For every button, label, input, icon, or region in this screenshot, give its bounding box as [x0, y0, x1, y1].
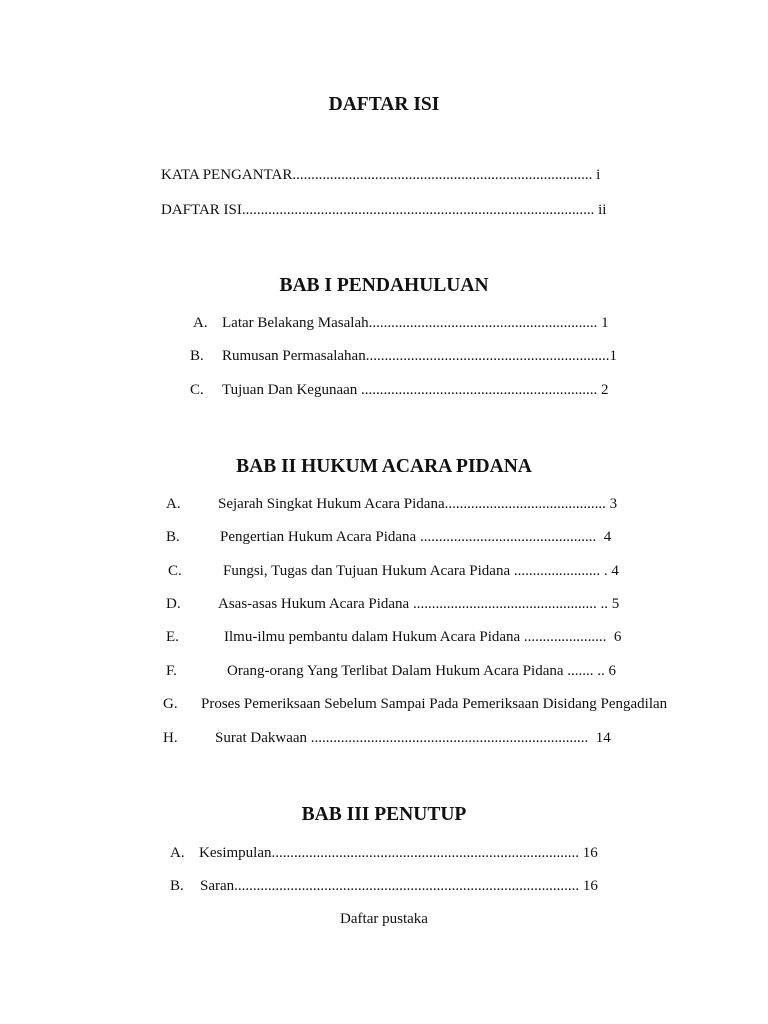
page-title: DAFTAR ISI — [328, 94, 440, 115]
chapter-heading-bab-1: BAB I PENDAHULUAN — [279, 275, 489, 296]
toc-item-text: Kesimpulan.................................................................................. 16 — [199, 845, 598, 861]
toc-item-text: Sejarah Singkat Hukum Acara Pidana........................................... 3 — [218, 496, 618, 512]
toc-entry-kata-pengantar: KATA PENGANTAR................................................................................ i — [161, 167, 601, 183]
toc-item-text: Latar Belakang Masalah............................................................. 1 — [222, 315, 609, 331]
toc-item-text: Surat Dakwaan .......................................................................... 14 — [215, 730, 611, 746]
toc-item-text: Rumusan Permasalahan.................................................................1 — [222, 348, 617, 364]
toc-item-text: Saran............................................................................................ 16 — [200, 878, 598, 894]
toc-entry-daftar-pustaka: Daftar pustaka — [340, 911, 428, 927]
toc-item-letter: C. — [190, 382, 204, 398]
toc-item-letter: A. — [166, 496, 181, 512]
toc-item-text: Ilmu-ilmu pembantu dalam Hukum Acara Pidana ...................... 6 — [224, 629, 622, 645]
toc-item-letter: B. — [170, 878, 184, 894]
toc-item-text: Orang-orang Yang Terlibat Dalam Hukum Acara Pidana ....... .. 6 — [227, 663, 617, 679]
toc-item-letter: E. — [166, 629, 179, 645]
toc-item-text: Asas-asas Hukum Acara Pidana ................................................. .. 5 — [218, 596, 620, 612]
toc-item-letter: F. — [166, 663, 177, 679]
toc-item-letter: B. — [166, 529, 180, 545]
toc-item-text: Pengertian Hukum Acara Pidana ............................................... 4 — [220, 529, 612, 545]
chapter-heading-bab-3: BAB III PENUTUP — [301, 804, 467, 825]
toc-item-letter: C. — [168, 563, 182, 579]
toc-item-letter: A. — [170, 845, 185, 861]
chapter-heading-bab-2: BAB II HUKUM ACARA PIDANA — [236, 456, 532, 477]
toc-item-letter: D. — [166, 596, 181, 612]
toc-item-letter: B. — [190, 348, 204, 364]
toc-item-letter: H. — [163, 730, 178, 746]
toc-entry-daftar-isi: DAFTAR ISI.............................................................................................. ii — [161, 202, 607, 218]
toc-item-letter: G. — [163, 696, 178, 712]
toc-item-text: Proses Pemeriksaan Sebelum Sampai Pada Pemeriksaan Disidang Pengadilan — [201, 696, 668, 712]
toc-item-letter: A. — [193, 315, 208, 331]
toc-item-text: Fungsi, Tugas dan Tujuan Hukum Acara Pidana ....................... . 4 — [223, 563, 619, 579]
toc-item-text: Tujuan Dan Kegunaan ............................................................... 2 — [222, 382, 609, 398]
